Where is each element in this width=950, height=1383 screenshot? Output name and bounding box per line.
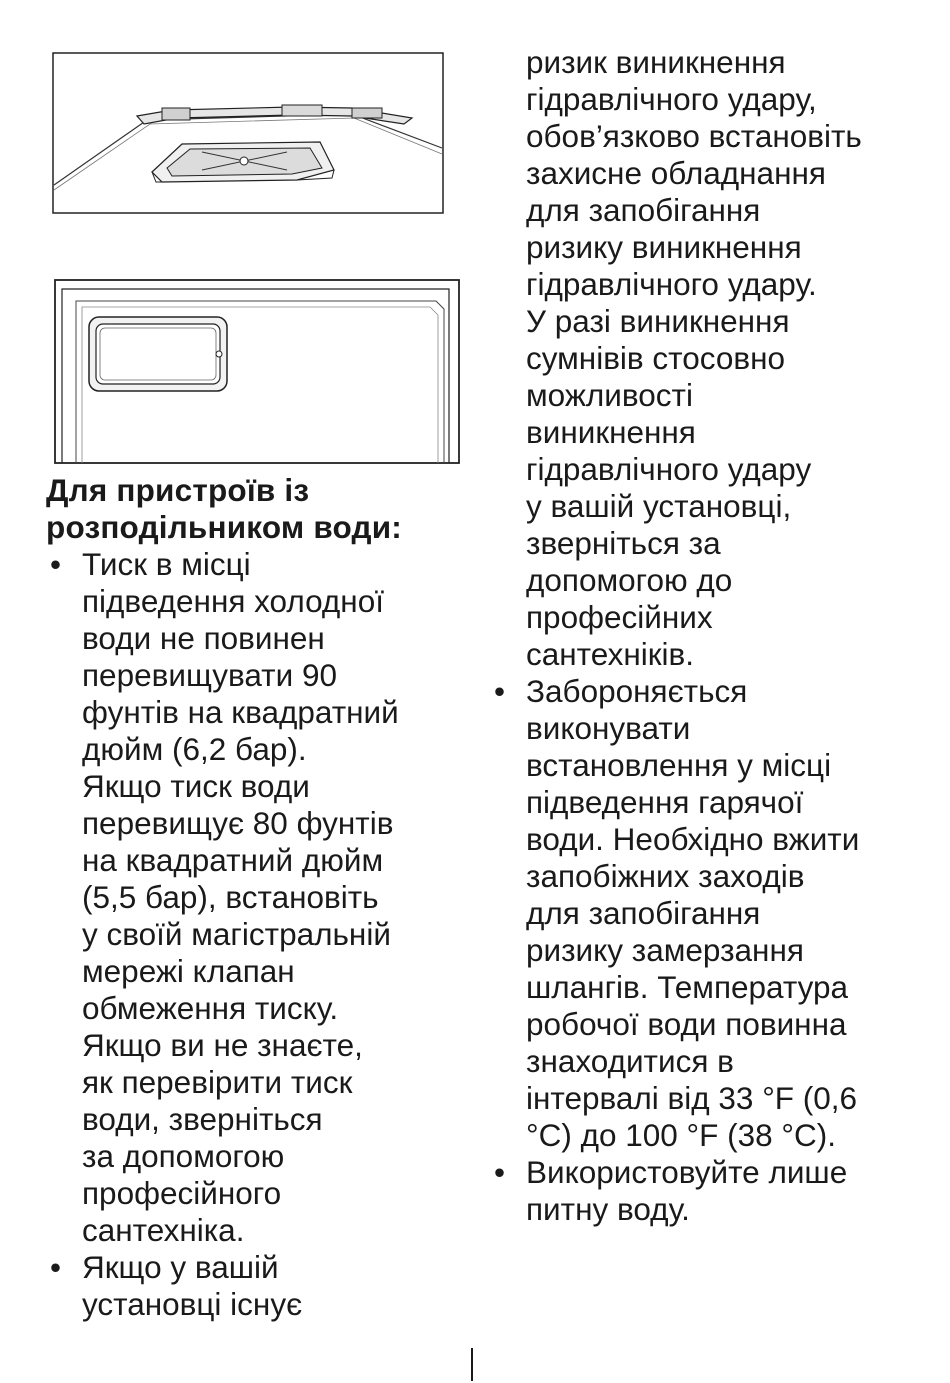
text-line: виникнення bbox=[526, 414, 696, 450]
text-line: допомогою до bbox=[526, 562, 733, 598]
text-line: для запобігання bbox=[526, 895, 761, 931]
text-line: ризику замерзання bbox=[526, 932, 804, 968]
text-line: шлангів. Температура bbox=[526, 969, 849, 1005]
text-line: Тиск в місці bbox=[82, 546, 251, 582]
text-line: перевищувати 90 bbox=[82, 657, 337, 693]
text-line: Якщо тиск води bbox=[82, 768, 310, 804]
fridge-door-dispenser-illustration bbox=[54, 279, 460, 464]
text-line: обов’язково встановіть bbox=[526, 118, 862, 154]
page-divider-mark bbox=[471, 1348, 473, 1381]
text-line: гідравлічного удару. bbox=[526, 266, 817, 302]
text-line: сантехніка. bbox=[82, 1212, 245, 1248]
text-line: виконувати bbox=[526, 710, 691, 746]
heading-line: розподільником води: bbox=[46, 509, 402, 545]
left-column bbox=[46, 472, 466, 1323]
text-line: на квадратний дюйм bbox=[82, 842, 384, 878]
text-line: °C) до 100 °F (38 °C). bbox=[526, 1117, 837, 1153]
text-line: як перевірити тиск bbox=[82, 1064, 353, 1100]
text-line: знаходитися в bbox=[526, 1043, 734, 1079]
text-line: У разі виникнення bbox=[526, 303, 790, 339]
bullet-icon: • bbox=[494, 1154, 506, 1190]
text-line: ризику виникнення bbox=[526, 229, 802, 265]
text-line: професійного bbox=[82, 1175, 282, 1211]
continued-list-item bbox=[490, 44, 940, 673]
fridge-top-distributor-illustration bbox=[52, 52, 444, 214]
bullet-icon: • bbox=[50, 1249, 62, 1285]
bullet-icon: • bbox=[50, 546, 62, 582]
list-item bbox=[490, 1154, 940, 1228]
text-line: Використовуйте лише bbox=[526, 1154, 848, 1190]
text-line: Якщо ви не знаєте, bbox=[82, 1027, 363, 1063]
text-line: Якщо у вашій bbox=[82, 1249, 279, 1285]
text-line: води не повинен bbox=[82, 620, 325, 656]
text-line: дюйм (6,2 бар). bbox=[82, 731, 307, 767]
list-item bbox=[46, 546, 466, 1249]
text-line: (5,5 бар), встановіть bbox=[82, 879, 379, 915]
text-line: ризик виникнення bbox=[526, 44, 786, 80]
text-line: сумнівів стосовно bbox=[526, 340, 786, 376]
text-line: можливості bbox=[526, 377, 693, 413]
text-line: у вашій установці, bbox=[526, 488, 792, 524]
text-line: професійних bbox=[526, 599, 713, 635]
text-line: підведення холодної bbox=[82, 583, 384, 619]
text-line: запобіжних заходів bbox=[526, 858, 805, 894]
text-line: робочої води повинна bbox=[526, 1006, 847, 1042]
text-line: встановлення у місці bbox=[526, 747, 832, 783]
text-line: установці існує bbox=[82, 1286, 303, 1322]
bullet-icon: • bbox=[494, 673, 506, 709]
text-line: води, зверніться bbox=[82, 1101, 323, 1137]
text-line: для запобігання bbox=[526, 192, 761, 228]
text-line: захисне обладнання bbox=[526, 155, 826, 191]
text-line: фунтів на квадратний bbox=[82, 694, 399, 730]
list-item bbox=[46, 1249, 466, 1323]
heading-line: Для пристроїв із bbox=[46, 472, 310, 508]
text-line: Забороняється bbox=[526, 673, 748, 709]
right-column bbox=[490, 44, 940, 1228]
text-line: питну воду. bbox=[526, 1191, 690, 1227]
text-line: гідравлічного удару, bbox=[526, 81, 817, 117]
text-line: зверніться за bbox=[526, 525, 721, 561]
list-item bbox=[490, 673, 940, 1154]
text-line: мережі клапан bbox=[82, 953, 295, 989]
text-line: води. Необхідно вжити bbox=[526, 821, 860, 857]
text-line: у своїй магістральній bbox=[82, 916, 391, 952]
text-line: обмеження тиску. bbox=[82, 990, 339, 1026]
text-line: інтервалі від 33 °F (0,6 bbox=[526, 1080, 858, 1116]
text-line: сантехніків. bbox=[526, 636, 694, 672]
text-line: перевищує 80 фунтів bbox=[82, 805, 394, 841]
text-line: підведення гарячої bbox=[526, 784, 804, 820]
text-line: гідравлічного удару bbox=[526, 451, 812, 487]
section-heading bbox=[46, 472, 466, 546]
text-line: за допомогою bbox=[82, 1138, 285, 1174]
